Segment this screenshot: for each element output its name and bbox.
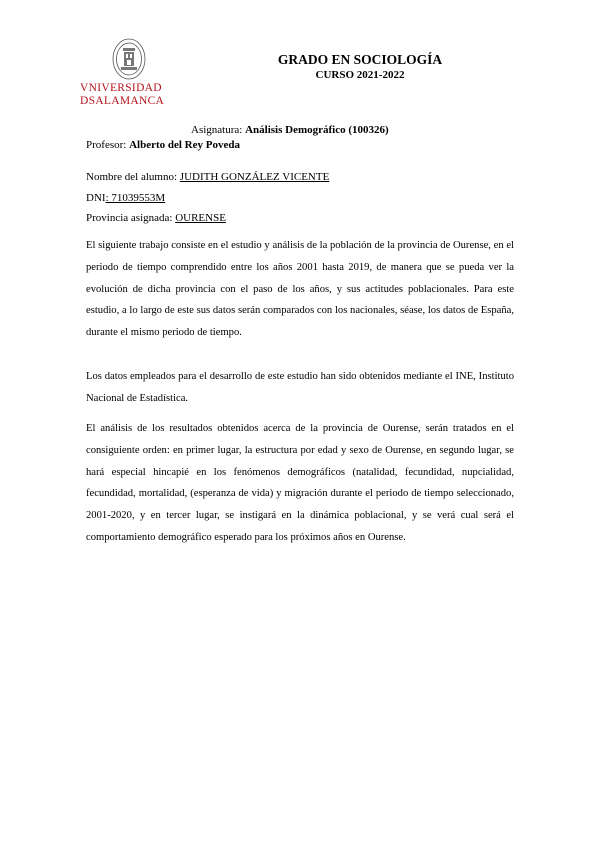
province-line <box>86 211 226 225</box>
student-line <box>86 170 329 184</box>
professor-line <box>86 138 240 152</box>
data-source-paragraph: Los datos empleados para el desarrollo de este estudio han sido obtenidos mediante el INE, Instituto Nacional de Estadística. <box>86 371 514 404</box>
subject-value: Análisis Demográfico (100326) <box>245 124 389 136</box>
course-year: CURSO 2021-2022 <box>315 69 405 81</box>
subject-label: Asignatura: <box>191 124 246 136</box>
document-header <box>250 52 470 82</box>
province-label: Provincia asignada: <box>86 212 176 224</box>
degree-title: GRADO EN SOCIOLOGÍA <box>277 52 443 67</box>
subject-line <box>191 123 389 137</box>
professor-label: Profesor: <box>86 139 130 151</box>
intro-paragraph: El siguiente trabajo consiste en el estudio y análisis de la población de la provincia de Ourense, en el periodo de tiempo comprendido entre los años 2001 hasta 2019, de manera que se pueda ver la evolución de dicha provincia con el paso de los años, y sus actitudes poblacionales. Para este estudio, a lo largo de este sus datos serán comparados con los nacionales, séase, los datos de España, durante el mismo periodo de tiempo. <box>86 240 514 339</box>
university-seal-icon <box>112 38 146 80</box>
analysis-order-paragraph: El análisis de los resultados obtenidos acerca de la provincia de Ourense, serán tratados en el consiguiente orden: en primer lugar, la estructura por edad y sexo de Ourense, en segundo lugar, se hará especial hincapié en los fenómenos demográficos (natalidad, fecundidad, nupcialidad, fecundidad, mortalidad, (esperanza de vida) y migración durante el periodo de tiempo seleccionado, 2001-2020, y en tercer lugar, se instigará en la dinámica poblacional, y se verá cual será el comportamiento demográfico esperado para los próximos años en Ourense. <box>86 423 514 543</box>
dni-line <box>86 191 165 205</box>
dni-label: DNI <box>86 192 106 204</box>
university-name-line2: DSALAMANCA <box>80 95 165 107</box>
university-name-line1: VNIVERSIDAD <box>80 82 162 94</box>
student-label: Nombre del alumno: <box>86 171 180 183</box>
professor-value: Alberto del Rey Poveda <box>129 139 240 151</box>
province-value: OURENSE <box>175 212 226 224</box>
student-value: JUDITH GONZÁLEZ VICENTE <box>179 171 330 183</box>
dni-value: : 71039553M <box>105 192 166 204</box>
